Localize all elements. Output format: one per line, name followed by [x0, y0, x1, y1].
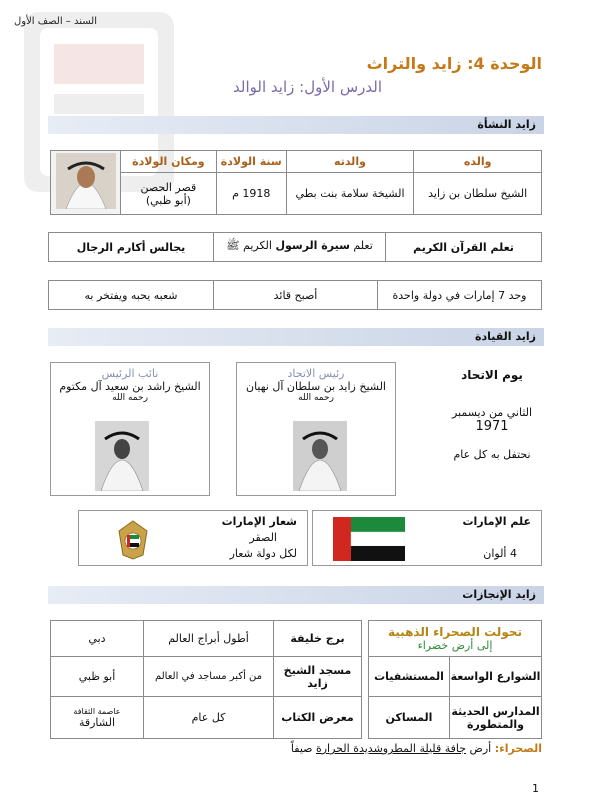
mosque-place: أبو ظبي: [51, 657, 144, 697]
vp-name: الشيخ راشد بن سعيد آل مكتوم: [59, 380, 201, 393]
mother-name: الشيخة سلامة بنت بطي: [286, 173, 414, 215]
course-label: السند – الصف الأول: [14, 16, 97, 27]
desert-text-and: و: [382, 742, 389, 755]
sharjah: الشارقة: [78, 715, 116, 729]
portrait-vice-president-icon: [95, 421, 149, 491]
birth-place-line1: قصر الحصن: [140, 180, 197, 194]
union-celebrate: نحتفل به كل عام: [453, 448, 531, 461]
union-date-line2: 1971: [475, 419, 509, 434]
photo-zayed-cell: [51, 151, 121, 215]
modern-schools: المدارس الحديثة والمتطورة: [450, 697, 542, 739]
header-mother: والدته: [286, 151, 414, 173]
president-box: [236, 362, 396, 496]
birth-place: [121, 173, 217, 215]
result-leader: أصبح قائد: [214, 281, 378, 310]
header-birth-place: ومكان الولادة: [121, 151, 217, 173]
burj-place: دبي: [51, 621, 144, 657]
union-day-title: يوم الاتحاد: [461, 368, 523, 382]
desert-text-dry: جافة قليلة المطر: [388, 742, 467, 755]
vice-president-box: [50, 362, 210, 496]
section-upbringing: زايد النشأة: [48, 116, 544, 134]
father-name: الشيخ سلطان بن زايد: [414, 173, 542, 215]
birth-place-line2: (أبو ظبي): [145, 193, 191, 207]
desert-text-hot: شديدة الحرارة: [315, 742, 383, 755]
birth-year: 1918 م: [216, 173, 286, 215]
desert-label: الصحراء:: [494, 742, 542, 755]
union-day-block: [442, 368, 542, 461]
uae-flag-icon: [333, 517, 405, 561]
section-achievements: زايد الإنجازات: [48, 586, 544, 604]
trait-sira-bold: سيرة الرسول: [275, 239, 350, 252]
trait-sira: [214, 233, 386, 262]
desert-text-prefix: أرض: [469, 742, 492, 755]
union-date-line1: الثاني من ديسمبر: [451, 406, 533, 419]
book-fair-place-cell: [51, 697, 144, 739]
president-title: رئيس الاتحاد: [287, 367, 345, 380]
flag-box: [312, 510, 542, 566]
emblem-bird: الصقر: [249, 531, 277, 544]
desert-definition: [291, 742, 542, 755]
emblem-box: [78, 510, 308, 566]
section-leadership: زايد القيادة: [48, 328, 544, 346]
book-fair: معرض الكتاب: [274, 697, 362, 739]
trait-sira-suffix: الكريم ﷺ: [226, 239, 272, 252]
portrait-zayed-icon: [56, 153, 116, 209]
family-table: [50, 150, 542, 215]
vp-rip: رحمه الله: [112, 393, 148, 403]
flag-colors: 4 ألوان: [483, 547, 517, 560]
flag-title: علم الإمارات: [462, 515, 531, 528]
housing: المساكن: [369, 697, 450, 739]
header-birth-year: سنة الولادة: [216, 151, 286, 173]
burj-khalifa: برج خليفة: [274, 621, 362, 657]
traits-table: [48, 232, 542, 262]
zayed-mosque: مسجد الشيخ زايد: [274, 657, 362, 697]
mosque-desc: من أكبر مساجد في العالم: [144, 657, 274, 697]
wide-streets: الشوارع الواسعة: [450, 657, 542, 697]
desert-text-suffix: صيفاً: [290, 742, 313, 755]
president-rip: رحمه الله: [298, 393, 334, 403]
falcon-emblem-icon: [113, 517, 153, 561]
unit-title: الوحدة 4: زايد والتراث: [366, 54, 542, 73]
culture-capital: عاصمة الثقافة: [73, 706, 121, 716]
president-name: الشيخ زايد بن سلطان آل نهيان: [245, 380, 386, 393]
book-fair-desc: كل عام: [144, 697, 274, 739]
vp-title: نائب الرئيس: [101, 367, 159, 380]
trait-quran: تعلم القرآن الكريم: [386, 233, 542, 262]
trait-gathering: يجالس أكارم الرجال: [49, 233, 214, 262]
desert-table: [368, 620, 542, 739]
result-beloved: شعبه يحبه ويفتخر به: [49, 281, 214, 310]
portrait-president-icon: [293, 421, 347, 491]
desert-title: تحولت الصحراء الذهبية: [388, 625, 522, 639]
trait-sira-prefix: تعلم: [353, 239, 373, 252]
desert-title-green: إلى أرض خضراء: [417, 639, 493, 652]
landmarks-table: [50, 620, 362, 739]
header-father: والده: [414, 151, 542, 173]
desert-title-cell: [369, 621, 542, 657]
lesson-title: الدرس الأول: زايد الوالد: [233, 78, 382, 96]
page-number: 1: [532, 782, 539, 795]
results-table: [48, 280, 542, 310]
result-unite: وحد 7 إمارات في دولة واحدة: [378, 281, 542, 310]
emblem-note: لكل دولة شعار: [229, 547, 297, 560]
hospitals: المستشفيات: [369, 657, 450, 697]
burj-desc: أطول أبراج العالم: [144, 621, 274, 657]
emblem-title: شعار الإمارات: [221, 515, 297, 528]
